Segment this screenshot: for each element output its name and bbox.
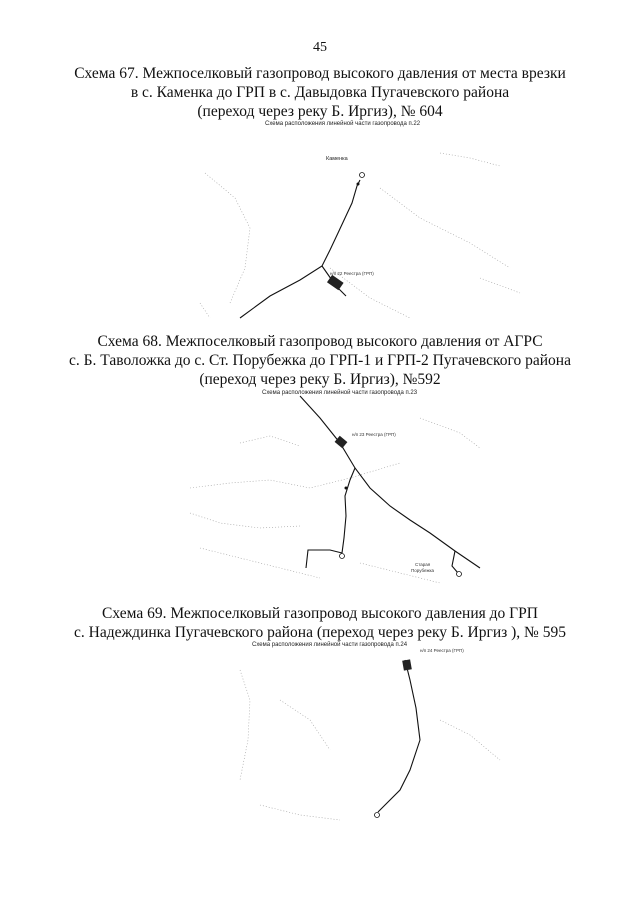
map-title: Схема расположения линейной части газопровода п.23 [262,390,418,396]
place-label-porubezhka: Порубежка [411,568,435,573]
map-title: Схема расположения линейной части газопровода п.22 [265,121,421,127]
background-roads [190,418,480,583]
marker-label: н/п 24 Реестра (ГРП) [420,648,464,653]
marker-label: н/п 23 Реестра (ГРП) [352,432,396,437]
grp-node-icon [375,813,380,818]
caption-line: в с. Каменка до ГРП в с. Давыдовка Пугачевского района [130,84,510,101]
marker-label: н/п 22 Реестра (ГРП) [330,271,374,276]
caption-line: Схема 69. Межпоселковый газопровод высокого давления до ГРП [102,605,538,622]
scheme-68-map [0,388,640,593]
valve-icon [345,487,348,490]
caption-line: (переход через реку Б. Иргиз), № 604 [197,103,443,120]
caption-line: Схема 68. Межпоселковый газопровод высокого давления от АГРС [97,333,543,350]
pipeline-route [300,396,480,573]
scheme-67-map-drawing [0,118,640,323]
background-roads [200,153,520,318]
valve-icon [357,183,360,186]
scheme-69-caption [40,604,600,642]
scheme-68-map-drawing [0,388,640,593]
grp-2-icon [457,572,462,577]
scheme-69-map [0,640,640,840]
scheme-67-map [0,118,640,323]
grp-1-icon [340,554,345,559]
caption-line: с. Надеждинка Пугачевского района (переход через реку Б. Иргиз ), № 595 [74,624,566,641]
scheme-67-caption [40,64,600,121]
background-roads [240,670,500,820]
river-crossing-icon [402,659,412,670]
caption-line: с. Б. Таволожка до с. Ст. Порубежка до ГРП-1 и ГРП-2 Пугачевского района [69,352,571,369]
page-number: 45 [313,40,327,55]
scheme-68-caption [40,332,600,389]
caption-line: Схема 67. Межпоселковый газопровод высокого давления от места врезки [74,65,566,82]
river-crossing-icon [335,436,348,449]
grp-node-icon [360,173,365,178]
map-title: Схема расположения линейной части газопровода п.24 [252,642,408,648]
place-label-staraya: Старая [415,562,431,567]
scheme-69-map-drawing [0,640,640,840]
pipeline-route [378,660,420,812]
place-label-kamenka: Каменка [326,156,348,162]
pipeline-route [240,180,360,318]
caption-line: (переход через реку Б. Иргиз), №592 [199,371,441,388]
